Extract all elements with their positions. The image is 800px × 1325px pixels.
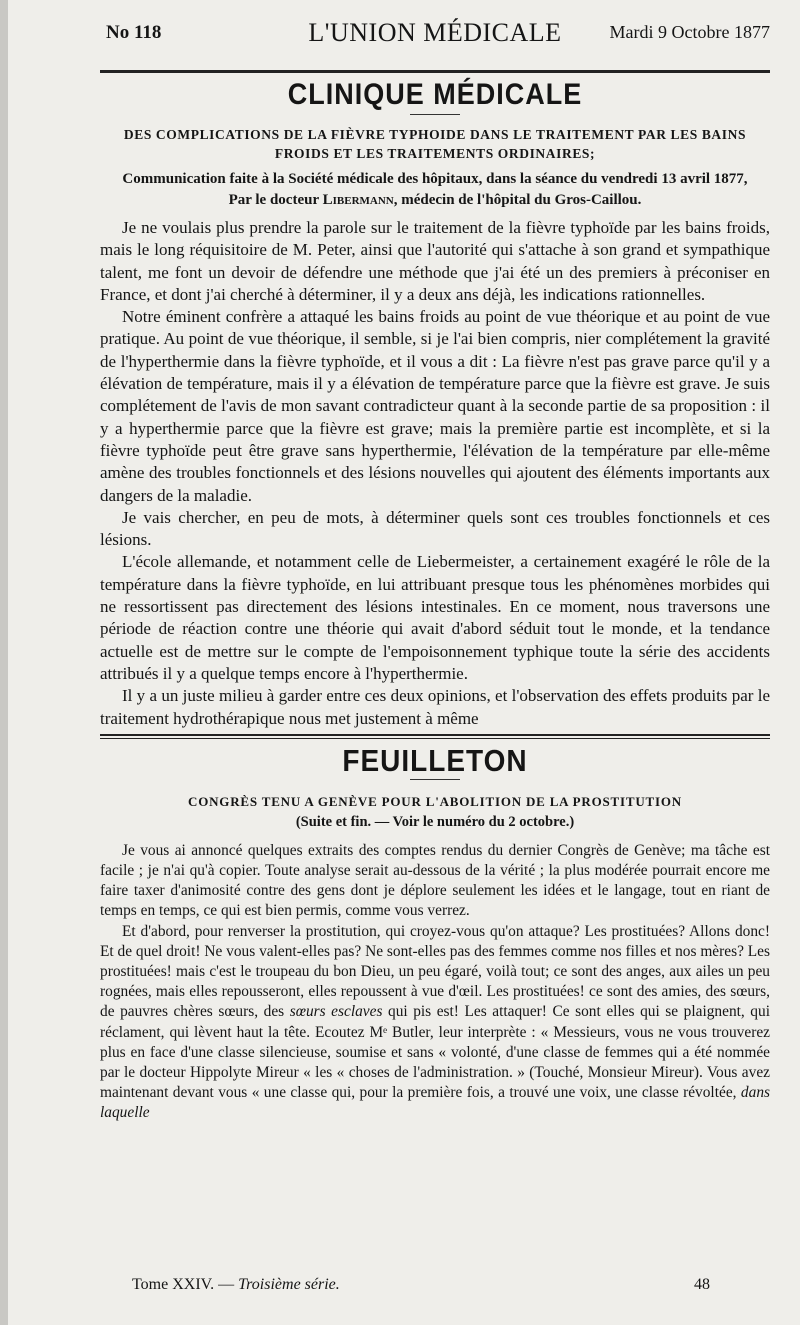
article-body [100, 217, 770, 730]
author-name: Libermann [322, 192, 394, 208]
feuilleton-text: Et d'abord, pour renverser la prostitution, qui croyez-vous qu'on attaque? Les prostituées? Allons donc! Et de quel droit! Ne vous valent-elles pas? Ne sont-elles pas des femmes comme nos filles et nos mères? Les prostituées! mais c'est le troupeau du bon Dieu, un peu égaré, voilà tout; ce sont des anges, aux ailes un peu rognées, mais elles repousseront, elles repoussent à vue d'œil. Les prostituées! ce sont des amies, des sœurs, de pauvres chères sœurs, des [100, 922, 770, 1021]
feuilleton-divider [410, 779, 460, 780]
feuilleton-italic: sœurs esclaves [289, 1003, 383, 1021]
title-divider [410, 114, 460, 115]
feuilleton-body [100, 841, 770, 1124]
series-label: Troisième série. [238, 1276, 340, 1293]
feuilleton-continuation: (Suite et fin. — Voir le numéro du 2 octobre.) [295, 813, 575, 830]
article-paragraph: Il y a un juste milieu à garder entre ces deux opinions, et l'observation des effets produits par le traitement hydrothérapique nous met justement à même [100, 686, 770, 728]
feuilleton-text: qui pis est! Les attaquer! Ce sont elles qui se plaignent, qui réclament, qui lèvent haut la tête. Ecoutez Mᵉ Butler, leur interprète : « Messieurs, vous ne vous trouverez plus en face d'une classe silencieuse, soumise et sans « volonté, d'une classe de femmes qui a été nommée par le docteur Hippolyte Mireur « les « choses de l'administration. » (Touché, Monsieur Mireur). Vous avez maintenant devant vous « une classe qui, pour la première fois, a trouvé une voix, une classe révoltée, [100, 1003, 770, 1102]
newspaper-page [8, 0, 800, 1325]
article-paragraph: Notre éminent confrère a attaqué les bains froids au point de vue théorique et au point de vue pratique. Au point de vue théorique, il semble, si je l'ai bien compris, nier complétement la gravité de l'hyperthermie dans la fièvre typhoïde, et il vous a dit : La fièvre n'est pas grave parce qu'il y a élévation de température, mais il y a élévation de température parce que la fièvre est grave. Je suis complétement de l'avis de mon savant contradicteur quant à la seconde partie de sa proposition : il y a hyperthermie parce que la fièvre est grave; mais la première partie est incomplète, et si la fièvre typhoïde peut être grave sans hyperthermie, l'élévation de la température par elle-même amène des troubles fonctionnels et des lésions nouvelles qui ajoutent des éléments importants aux dangers de la maladie. [100, 307, 770, 505]
header-rule [100, 70, 770, 73]
author-line [100, 192, 770, 209]
article-subtitle [100, 125, 770, 163]
feuilleton-paragraph [100, 922, 770, 1124]
feuilleton-subtitle: CONGRÈS TENU A GENÈVE POUR L'ABOLITION DE LA PROSTITUTION [188, 793, 682, 809]
feuilleton-italic: dans laquelle [100, 1084, 770, 1122]
sheet-number: 48 [694, 1276, 710, 1293]
volume-label: Tome XXIV. — [132, 1276, 239, 1293]
author-prefix: Par le docteur [228, 192, 323, 208]
journal-title: L'UNION MÉDICALE [308, 18, 562, 47]
article-subtitle-line1: DES COMPLICATIONS DE LA FIÈVRE TYPHOIDE DANS LE TRAITEMENT PAR LES BAINS [123, 127, 747, 142]
page-header [100, 18, 770, 70]
communication-note: Communication faite à la Société médicale des hôpitaux, dans la séance du vendredi 13 avril 1877, [122, 171, 748, 187]
page-number: No 118 [106, 22, 162, 43]
page-footer [92, 1276, 770, 1298]
section-title: CLINIQUE MÉDICALE [287, 77, 583, 111]
article-paragraph: Je ne voulais plus prendre la parole sur le traitement de la fièvre typhoïde par les bains froids, mais le long réquisitoire de M. Peter, ainsi que l'autorité qui s'attache à son grand et sympathique talent, me font un devoir de défendre une méthode que j'ai été un des premiers à préconiser en France, et dont j'ai cherché à déterminer, il y a deux ans déjà, les indications rationnelles. [100, 218, 770, 304]
issue-date: Mardi 9 Octobre 1877 [609, 22, 770, 42]
article-subtitle-line2: FROIDS ET LES TRAITEMENTS ORDINAIRES; [274, 146, 596, 161]
footer-volume [132, 1276, 340, 1294]
author-suffix: , médecin de l'hôpital du Gros-Caillou. [393, 192, 642, 208]
feuilleton-rule [100, 734, 770, 739]
feuilleton-paragraph: Je vous ai annoncé quelques extraits des comptes rendus du dernier Congrès de Genève; ma tâche est facile ; je n'ai qu'à copier. Toute analyse serait au-dessous de la vérité ; la plus modérée pourrait encore me faire taxer d'animosité contre des gens dont je déplore seulement les idées et le langage, tout en riant de temps en temps, ce qui est bien permis, comme vous verrez. [100, 841, 770, 920]
article-paragraph: L'école allemande, et notamment celle de Liebermeister, a certainement exagéré le rôle de la température dans la fièvre typhoïde, en lui attribuant presque tous les phénomènes morbides qui ne ressortissent pas directement des lésions intestinales. En ce moment, nous traversons une période de réaction contre une théorie qui avait d'abord séduit tout le monde, et la tendance actuelle est de mettre sur le compte de l'empoisonnement typhique toute la série des accidents attribués il y a quelque temps encore à l'hyperthermie. [100, 552, 770, 683]
feuilleton-title: FEUILLETON [342, 743, 528, 778]
article-paragraph: Je vais chercher, en peu de mots, à déterminer quels sont ces troubles fonctionnels et ces lésions. [100, 507, 770, 550]
